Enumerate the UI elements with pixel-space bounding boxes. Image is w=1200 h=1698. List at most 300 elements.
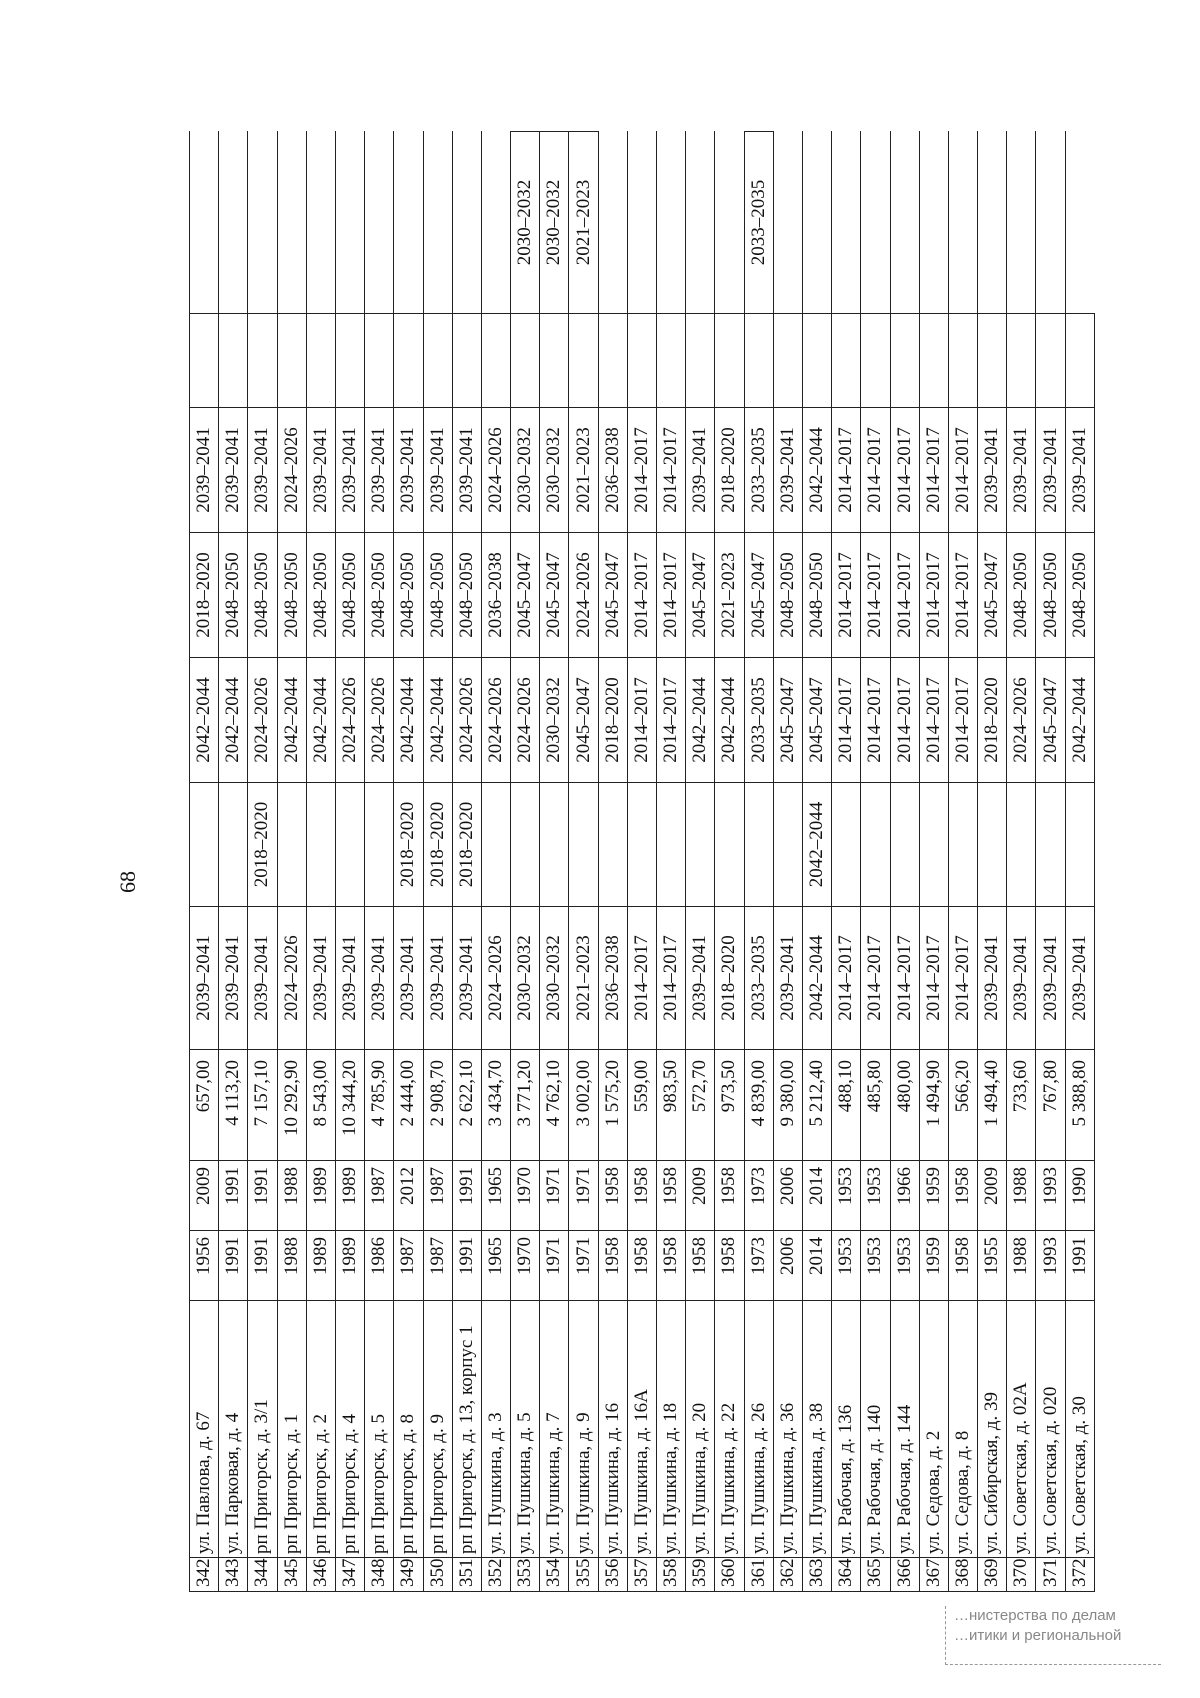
- cell-row-number: 369: [978, 1558, 1007, 1592]
- cell-period-4: 2048–2050: [423, 533, 452, 658]
- cell-period-5: 2018–2020: [715, 408, 744, 533]
- cell-row-number: 356: [598, 1558, 627, 1592]
- cell-period-3: 2042–2044: [190, 658, 219, 783]
- cell-period-3: 2014–2017: [948, 658, 977, 783]
- cell-period-1: 2014–2017: [890, 907, 919, 1050]
- cell-period-5: 2024–2026: [277, 408, 306, 533]
- cell-empty-cell: [540, 314, 569, 408]
- table-row: [511, 132, 540, 1592]
- cell-total-area: 4 839,00: [744, 1050, 773, 1161]
- cell-empty-cell: [365, 314, 394, 408]
- cell-construction-year: 1958: [686, 1231, 715, 1301]
- cell-row-number: 372: [1065, 1558, 1094, 1592]
- cell-period-2: [335, 783, 364, 907]
- table-row: [861, 132, 890, 1592]
- cell-empty-cell: [511, 314, 540, 408]
- cell-period-3: 2042–2044: [686, 658, 715, 783]
- cell-period-5: 2014–2017: [948, 408, 977, 533]
- cell-empty-cell: [248, 314, 277, 408]
- cell-period-3: 2024–2026: [365, 658, 394, 783]
- table-row: [773, 132, 802, 1592]
- cell-period-4: 2048–2050: [219, 533, 248, 658]
- cell-period-6: [773, 132, 802, 314]
- cell-commission-year: 1973: [744, 1161, 773, 1231]
- cell-commission-year: 1993: [1036, 1161, 1065, 1231]
- cell-period-5: 2039–2041: [686, 408, 715, 533]
- cell-total-area: 1 575,20: [598, 1050, 627, 1161]
- cell-period-3: 2042–2044: [423, 658, 452, 783]
- cell-period-2: [306, 783, 335, 907]
- table-row: [365, 132, 394, 1592]
- cell-period-6: [394, 132, 423, 314]
- cell-period-4: 2048–2050: [365, 533, 394, 658]
- cell-total-area: 733,60: [1007, 1050, 1036, 1161]
- cell-period-4: 2045–2047: [511, 533, 540, 658]
- cell-period-1: 2039–2041: [394, 907, 423, 1050]
- cell-period-4: 2045–2047: [978, 533, 1007, 658]
- table-row: [452, 132, 481, 1592]
- cell-commission-year: 1987: [365, 1161, 394, 1231]
- cell-period-5: 2014–2017: [890, 408, 919, 533]
- cell-period-5: 2039–2041: [248, 408, 277, 533]
- cell-commission-year: 1988: [1007, 1161, 1036, 1231]
- cell-empty-cell: [919, 314, 948, 408]
- cell-period-6: 2030–2032: [511, 132, 540, 314]
- cell-period-4: 2048–2050: [1036, 533, 1065, 658]
- cell-period-3: 2018–2020: [598, 658, 627, 783]
- cell-commission-year: 1965: [481, 1161, 510, 1231]
- cell-period-1: 2039–2041: [306, 907, 335, 1050]
- cell-total-area: 9 380,00: [773, 1050, 802, 1161]
- cell-empty-cell: [335, 314, 364, 408]
- cell-period-5: 2039–2041: [219, 408, 248, 533]
- cell-construction-year: 1956: [190, 1231, 219, 1301]
- cell-row-number: 343: [219, 1558, 248, 1592]
- cell-period-5: 2039–2041: [394, 408, 423, 533]
- table-row: [686, 132, 715, 1592]
- cell-period-2: [919, 783, 948, 907]
- cell-period-1: 2039–2041: [365, 907, 394, 1050]
- cell-commission-year: 1991: [452, 1161, 481, 1231]
- cell-commission-year: 1989: [335, 1161, 364, 1231]
- cell-period-2: [569, 783, 598, 907]
- cell-period-4: 2048–2050: [306, 533, 335, 658]
- cell-total-area: 559,00: [627, 1050, 656, 1161]
- cell-period-1: 2039–2041: [773, 907, 802, 1050]
- cell-row-number: 351: [452, 1558, 481, 1592]
- cell-row-number: 345: [277, 1558, 306, 1592]
- cell-row-number: 346: [306, 1558, 335, 1592]
- cell-period-1: 2014–2017: [861, 907, 890, 1050]
- cell-row-number: 350: [423, 1558, 452, 1592]
- cell-period-4: 2014–2017: [832, 533, 861, 658]
- cell-commission-year: 1988: [277, 1161, 306, 1231]
- cell-period-4: 2045–2047: [540, 533, 569, 658]
- table-row: [1007, 132, 1036, 1592]
- cell-period-2: [219, 783, 248, 907]
- cell-period-4: 2048–2050: [335, 533, 364, 658]
- cell-period-3: 2014–2017: [657, 658, 686, 783]
- cell-period-6: [365, 132, 394, 314]
- cell-empty-cell: [452, 314, 481, 408]
- table-row: [423, 132, 452, 1592]
- cell-period-1: 2030–2032: [511, 907, 540, 1050]
- cell-address: ул. Рабочая, д. 144: [890, 1301, 919, 1558]
- cell-period-3: 2030–2032: [540, 658, 569, 783]
- cell-address: ул. Советская, д. 020: [1036, 1301, 1065, 1558]
- cell-total-area: 7 157,10: [248, 1050, 277, 1161]
- table-row: [978, 132, 1007, 1592]
- table-row: [627, 132, 656, 1592]
- cell-period-4: 2048–2050: [1007, 533, 1036, 658]
- cell-period-4: 2014–2017: [948, 533, 977, 658]
- cell-period-5: 2014–2017: [919, 408, 948, 533]
- cell-address: ул. Сибирская, д. 39: [978, 1301, 1007, 1558]
- cell-row-number: 360: [715, 1558, 744, 1592]
- cell-period-5: 2024–2026: [481, 408, 510, 533]
- cell-row-number: 362: [773, 1558, 802, 1592]
- cell-total-area: 2 908,70: [423, 1050, 452, 1161]
- cell-construction-year: 1991: [248, 1231, 277, 1301]
- table-row: [744, 132, 773, 1592]
- cell-commission-year: 2012: [394, 1161, 423, 1231]
- cell-commission-year: 1970: [511, 1161, 540, 1231]
- cell-period-1: 2014–2017: [657, 907, 686, 1050]
- cell-address: ул. Пушкина, д. 18: [657, 1301, 686, 1558]
- cell-period-6: [978, 132, 1007, 314]
- cell-period-1: 2039–2041: [190, 907, 219, 1050]
- cell-period-4: 2014–2017: [861, 533, 890, 658]
- cell-total-area: 1 494,40: [978, 1050, 1007, 1161]
- table-row: [248, 132, 277, 1592]
- cell-total-area: 3 434,70: [481, 1050, 510, 1161]
- cell-period-5: 2014–2017: [627, 408, 656, 533]
- cell-period-4: 2045–2047: [598, 533, 627, 658]
- cell-total-area: 4 785,90: [365, 1050, 394, 1161]
- cell-construction-year: 1958: [948, 1231, 977, 1301]
- cell-empty-cell: [773, 314, 802, 408]
- table-row: [919, 132, 948, 1592]
- cell-total-area: 480,00: [890, 1050, 919, 1161]
- cell-total-area: 4 113,20: [219, 1050, 248, 1161]
- table-row: [1036, 132, 1065, 1592]
- cell-empty-cell: [890, 314, 919, 408]
- cell-period-4: 2048–2050: [1065, 533, 1094, 658]
- cell-address: ул. Пушкина, д. 26: [744, 1301, 773, 1558]
- cell-period-1: 2042–2044: [802, 907, 831, 1050]
- cell-period-3: 2024–2026: [481, 658, 510, 783]
- cell-period-1: 2039–2041: [1036, 907, 1065, 1050]
- cell-period-4: 2014–2017: [657, 533, 686, 658]
- cell-construction-year: 1988: [277, 1231, 306, 1301]
- cell-row-number: 363: [802, 1558, 831, 1592]
- cell-construction-year: 1973: [744, 1231, 773, 1301]
- cell-commission-year: 1987: [423, 1161, 452, 1231]
- cell-period-1: 2024–2026: [277, 907, 306, 1050]
- cell-construction-year: 1989: [306, 1231, 335, 1301]
- cell-period-6: [452, 132, 481, 314]
- cell-period-5: 2039–2041: [365, 408, 394, 533]
- cell-period-6: [802, 132, 831, 314]
- cell-period-6: [1036, 132, 1065, 314]
- cell-period-5: 2039–2041: [1065, 408, 1094, 533]
- cell-period-5: 2039–2041: [452, 408, 481, 533]
- cell-period-4: 2014–2017: [627, 533, 656, 658]
- cell-period-2: [861, 783, 890, 907]
- cell-period-1: 2039–2041: [248, 907, 277, 1050]
- cell-period-2: 2018–2020: [394, 783, 423, 907]
- cell-total-area: 3 002,00: [569, 1050, 598, 1161]
- cell-construction-year: 1955: [978, 1231, 1007, 1301]
- cell-address: ул. Пушкина, д. 5: [511, 1301, 540, 1558]
- housing-schedule-table: [189, 131, 1095, 1592]
- cell-period-1: 2039–2041: [1007, 907, 1036, 1050]
- cell-period-4: 2021–2023: [715, 533, 744, 658]
- cell-period-5: 2039–2041: [978, 408, 1007, 533]
- table-row: [219, 132, 248, 1592]
- cell-address: ул. Пушкина, д. 3: [481, 1301, 510, 1558]
- cell-construction-year: 1958: [627, 1231, 656, 1301]
- cell-period-3: 2014–2017: [832, 658, 861, 783]
- cell-row-number: 347: [335, 1558, 364, 1592]
- cell-period-1: 2039–2041: [423, 907, 452, 1050]
- cell-empty-cell: [394, 314, 423, 408]
- cell-period-6: [657, 132, 686, 314]
- table-row: [715, 132, 744, 1592]
- cell-total-area: 3 771,20: [511, 1050, 540, 1161]
- table-row: [948, 132, 977, 1592]
- cell-row-number: 353: [511, 1558, 540, 1592]
- cell-period-3: 2024–2026: [452, 658, 481, 783]
- cell-total-area: 572,70: [686, 1050, 715, 1161]
- cell-commission-year: 1958: [598, 1161, 627, 1231]
- cell-total-area: 8 543,00: [306, 1050, 335, 1161]
- cell-commission-year: 2006: [773, 1161, 802, 1231]
- cell-address: рп Пригорск, д. 13, корпус 1: [452, 1301, 481, 1558]
- cell-address: рп Пригорск, д. 1: [277, 1301, 306, 1558]
- cell-commission-year: 1958: [715, 1161, 744, 1231]
- cell-commission-year: 2009: [978, 1161, 1007, 1231]
- cell-row-number: 361: [744, 1558, 773, 1592]
- cell-period-5: 2014–2017: [861, 408, 890, 533]
- cell-period-3: 2014–2017: [861, 658, 890, 783]
- cell-commission-year: 1971: [540, 1161, 569, 1231]
- cell-empty-cell: [744, 314, 773, 408]
- cell-address: ул. Советская, д. 02А: [1007, 1301, 1036, 1558]
- cell-total-area: 5 388,80: [1065, 1050, 1094, 1161]
- cell-empty-cell: [832, 314, 861, 408]
- cell-period-2: [598, 783, 627, 907]
- cell-period-3: 2018–2020: [978, 658, 1007, 783]
- cell-period-2: [1007, 783, 1036, 907]
- stamp-line-2: …итики и региональной: [954, 1627, 1122, 1644]
- cell-construction-year: 1971: [569, 1231, 598, 1301]
- cell-period-5: 2030–2032: [540, 408, 569, 533]
- cell-period-2: [1065, 783, 1094, 907]
- cell-period-2: [686, 783, 715, 907]
- cell-total-area: 485,80: [861, 1050, 890, 1161]
- cell-address: рп Пригорск, д. 8: [394, 1301, 423, 1558]
- cell-commission-year: 1958: [657, 1161, 686, 1231]
- cell-period-3: 2042–2044: [306, 658, 335, 783]
- cell-construction-year: 1953: [832, 1231, 861, 1301]
- cell-period-5: 2042–2044: [802, 408, 831, 533]
- cell-address: рп Пригорск, д. 4: [335, 1301, 364, 1558]
- cell-period-6: [832, 132, 861, 314]
- cell-total-area: 5 212,40: [802, 1050, 831, 1161]
- cell-construction-year: 1991: [1065, 1231, 1094, 1301]
- cell-period-3: 2024–2026: [1007, 658, 1036, 783]
- cell-period-5: 2030–2032: [511, 408, 540, 533]
- cell-period-2: [540, 783, 569, 907]
- cell-construction-year: 1958: [715, 1231, 744, 1301]
- cell-construction-year: 1953: [890, 1231, 919, 1301]
- cell-period-1: 2024–2026: [481, 907, 510, 1050]
- cell-period-2: [657, 783, 686, 907]
- cell-construction-year: 1987: [423, 1231, 452, 1301]
- cell-empty-cell: [978, 314, 1007, 408]
- cell-period-1: 2039–2041: [686, 907, 715, 1050]
- cell-construction-year: 1991: [219, 1231, 248, 1301]
- cell-empty-cell: [1065, 314, 1094, 408]
- cell-empty-cell: [190, 314, 219, 408]
- cell-period-3: 2014–2017: [627, 658, 656, 783]
- cell-period-3: 2014–2017: [890, 658, 919, 783]
- cell-period-2: 2042–2044: [802, 783, 831, 907]
- cell-period-2: [511, 783, 540, 907]
- cell-period-2: [978, 783, 1007, 907]
- cell-period-1: 2030–2032: [540, 907, 569, 1050]
- cell-row-number: 359: [686, 1558, 715, 1592]
- cell-empty-cell: [686, 314, 715, 408]
- cell-period-3: 2042–2044: [1065, 658, 1094, 783]
- cell-period-5: 2039–2041: [1007, 408, 1036, 533]
- cell-address: ул. Советская, д. 30: [1065, 1301, 1094, 1558]
- cell-period-5: 2039–2041: [306, 408, 335, 533]
- cell-period-3: 2042–2044: [219, 658, 248, 783]
- cell-empty-cell: [481, 314, 510, 408]
- table-row: [657, 132, 686, 1592]
- cell-commission-year: 1971: [569, 1161, 598, 1231]
- cell-period-4: 2048–2050: [773, 533, 802, 658]
- cell-period-4: 2045–2047: [686, 533, 715, 658]
- cell-period-2: 2018–2020: [423, 783, 452, 907]
- cell-period-3: 2042–2044: [715, 658, 744, 783]
- cell-period-6: [306, 132, 335, 314]
- cell-period-2: [744, 783, 773, 907]
- cell-construction-year: 1959: [919, 1231, 948, 1301]
- cell-construction-year: 1991: [452, 1231, 481, 1301]
- cell-row-number: 348: [365, 1558, 394, 1592]
- cell-period-5: 2014–2017: [832, 408, 861, 533]
- cell-address: рп Пригорск, д. 9: [423, 1301, 452, 1558]
- cell-construction-year: 1971: [540, 1231, 569, 1301]
- table-row: [540, 132, 569, 1592]
- cell-period-1: 2033–2035: [744, 907, 773, 1050]
- cell-period-3: 2033–2035: [744, 658, 773, 783]
- cell-period-5: 2039–2041: [1036, 408, 1065, 533]
- table-row: [802, 132, 831, 1592]
- cell-empty-cell: [627, 314, 656, 408]
- cell-row-number: 368: [948, 1558, 977, 1592]
- cell-period-4: 2024–2026: [569, 533, 598, 658]
- cell-commission-year: 1989: [306, 1161, 335, 1231]
- cell-empty-cell: [598, 314, 627, 408]
- cell-period-4: 2018–2020: [190, 533, 219, 658]
- cell-period-6: [948, 132, 977, 314]
- cell-commission-year: 1966: [890, 1161, 919, 1231]
- cell-period-6: [598, 132, 627, 314]
- cell-row-number: 352: [481, 1558, 510, 1592]
- table-row: [481, 132, 510, 1592]
- cell-period-5: 2039–2041: [423, 408, 452, 533]
- cell-empty-cell: [306, 314, 335, 408]
- cell-construction-year: 1988: [1007, 1231, 1036, 1301]
- cell-period-5: 2014–2017: [657, 408, 686, 533]
- cell-period-3: 2042–2044: [277, 658, 306, 783]
- cell-address: ул. Пушкина, д. 16: [598, 1301, 627, 1558]
- cell-period-2: [481, 783, 510, 907]
- cell-period-4: 2036–2038: [481, 533, 510, 658]
- cell-period-1: 2018–2020: [715, 907, 744, 1050]
- cell-period-6: 2021–2023: [569, 132, 598, 314]
- cell-empty-cell: [569, 314, 598, 408]
- cell-row-number: 342: [190, 1558, 219, 1592]
- cell-address: рп Пригорск, д. 3/1: [248, 1301, 277, 1558]
- cell-empty-cell: [1036, 314, 1065, 408]
- cell-period-2: [715, 783, 744, 907]
- cell-total-area: 983,50: [657, 1050, 686, 1161]
- cell-period-1: 2039–2041: [978, 907, 1007, 1050]
- cell-row-number: 355: [569, 1558, 598, 1592]
- cell-construction-year: 1970: [511, 1231, 540, 1301]
- cell-period-6: [715, 132, 744, 314]
- cell-empty-cell: [277, 314, 306, 408]
- cell-period-3: 2045–2047: [802, 658, 831, 783]
- cell-address: ул. Седова, д. 2: [919, 1301, 948, 1558]
- cell-empty-cell: [715, 314, 744, 408]
- cell-period-6: [423, 132, 452, 314]
- cell-address: ул. Пушкина, д. 9: [569, 1301, 598, 1558]
- table-row: [190, 132, 219, 1592]
- cell-period-5: 2021–2023: [569, 408, 598, 533]
- cell-period-2: 2018–2020: [248, 783, 277, 907]
- cell-period-6: [335, 132, 364, 314]
- cell-period-2: [948, 783, 977, 907]
- cell-commission-year: 1959: [919, 1161, 948, 1231]
- cell-total-area: 657,00: [190, 1050, 219, 1161]
- cell-period-5: 2039–2041: [773, 408, 802, 533]
- cell-total-area: 2 444,00: [394, 1050, 423, 1161]
- cell-period-4: 2045–2047: [744, 533, 773, 658]
- cell-period-6: [190, 132, 219, 314]
- cell-commission-year: 1953: [861, 1161, 890, 1231]
- cell-commission-year: 1991: [219, 1161, 248, 1231]
- cell-construction-year: 1987: [394, 1231, 423, 1301]
- cell-period-4: 2048–2050: [802, 533, 831, 658]
- cell-period-4: 2048–2050: [277, 533, 306, 658]
- cell-period-6: [919, 132, 948, 314]
- cell-commission-year: 1990: [1065, 1161, 1094, 1231]
- table-row: [1065, 132, 1094, 1592]
- cell-address: рп Пригорск, д. 5: [365, 1301, 394, 1558]
- cell-address: ул. Рабочая, д. 140: [861, 1301, 890, 1558]
- cell-commission-year: 2014: [802, 1161, 831, 1231]
- cell-period-4: 2048–2050: [452, 533, 481, 658]
- cell-address: ул. Пушкина, д. 16А: [627, 1301, 656, 1558]
- cell-commission-year: 2009: [686, 1161, 715, 1231]
- stamp-line-1: …нистерства по делам: [954, 1607, 1116, 1624]
